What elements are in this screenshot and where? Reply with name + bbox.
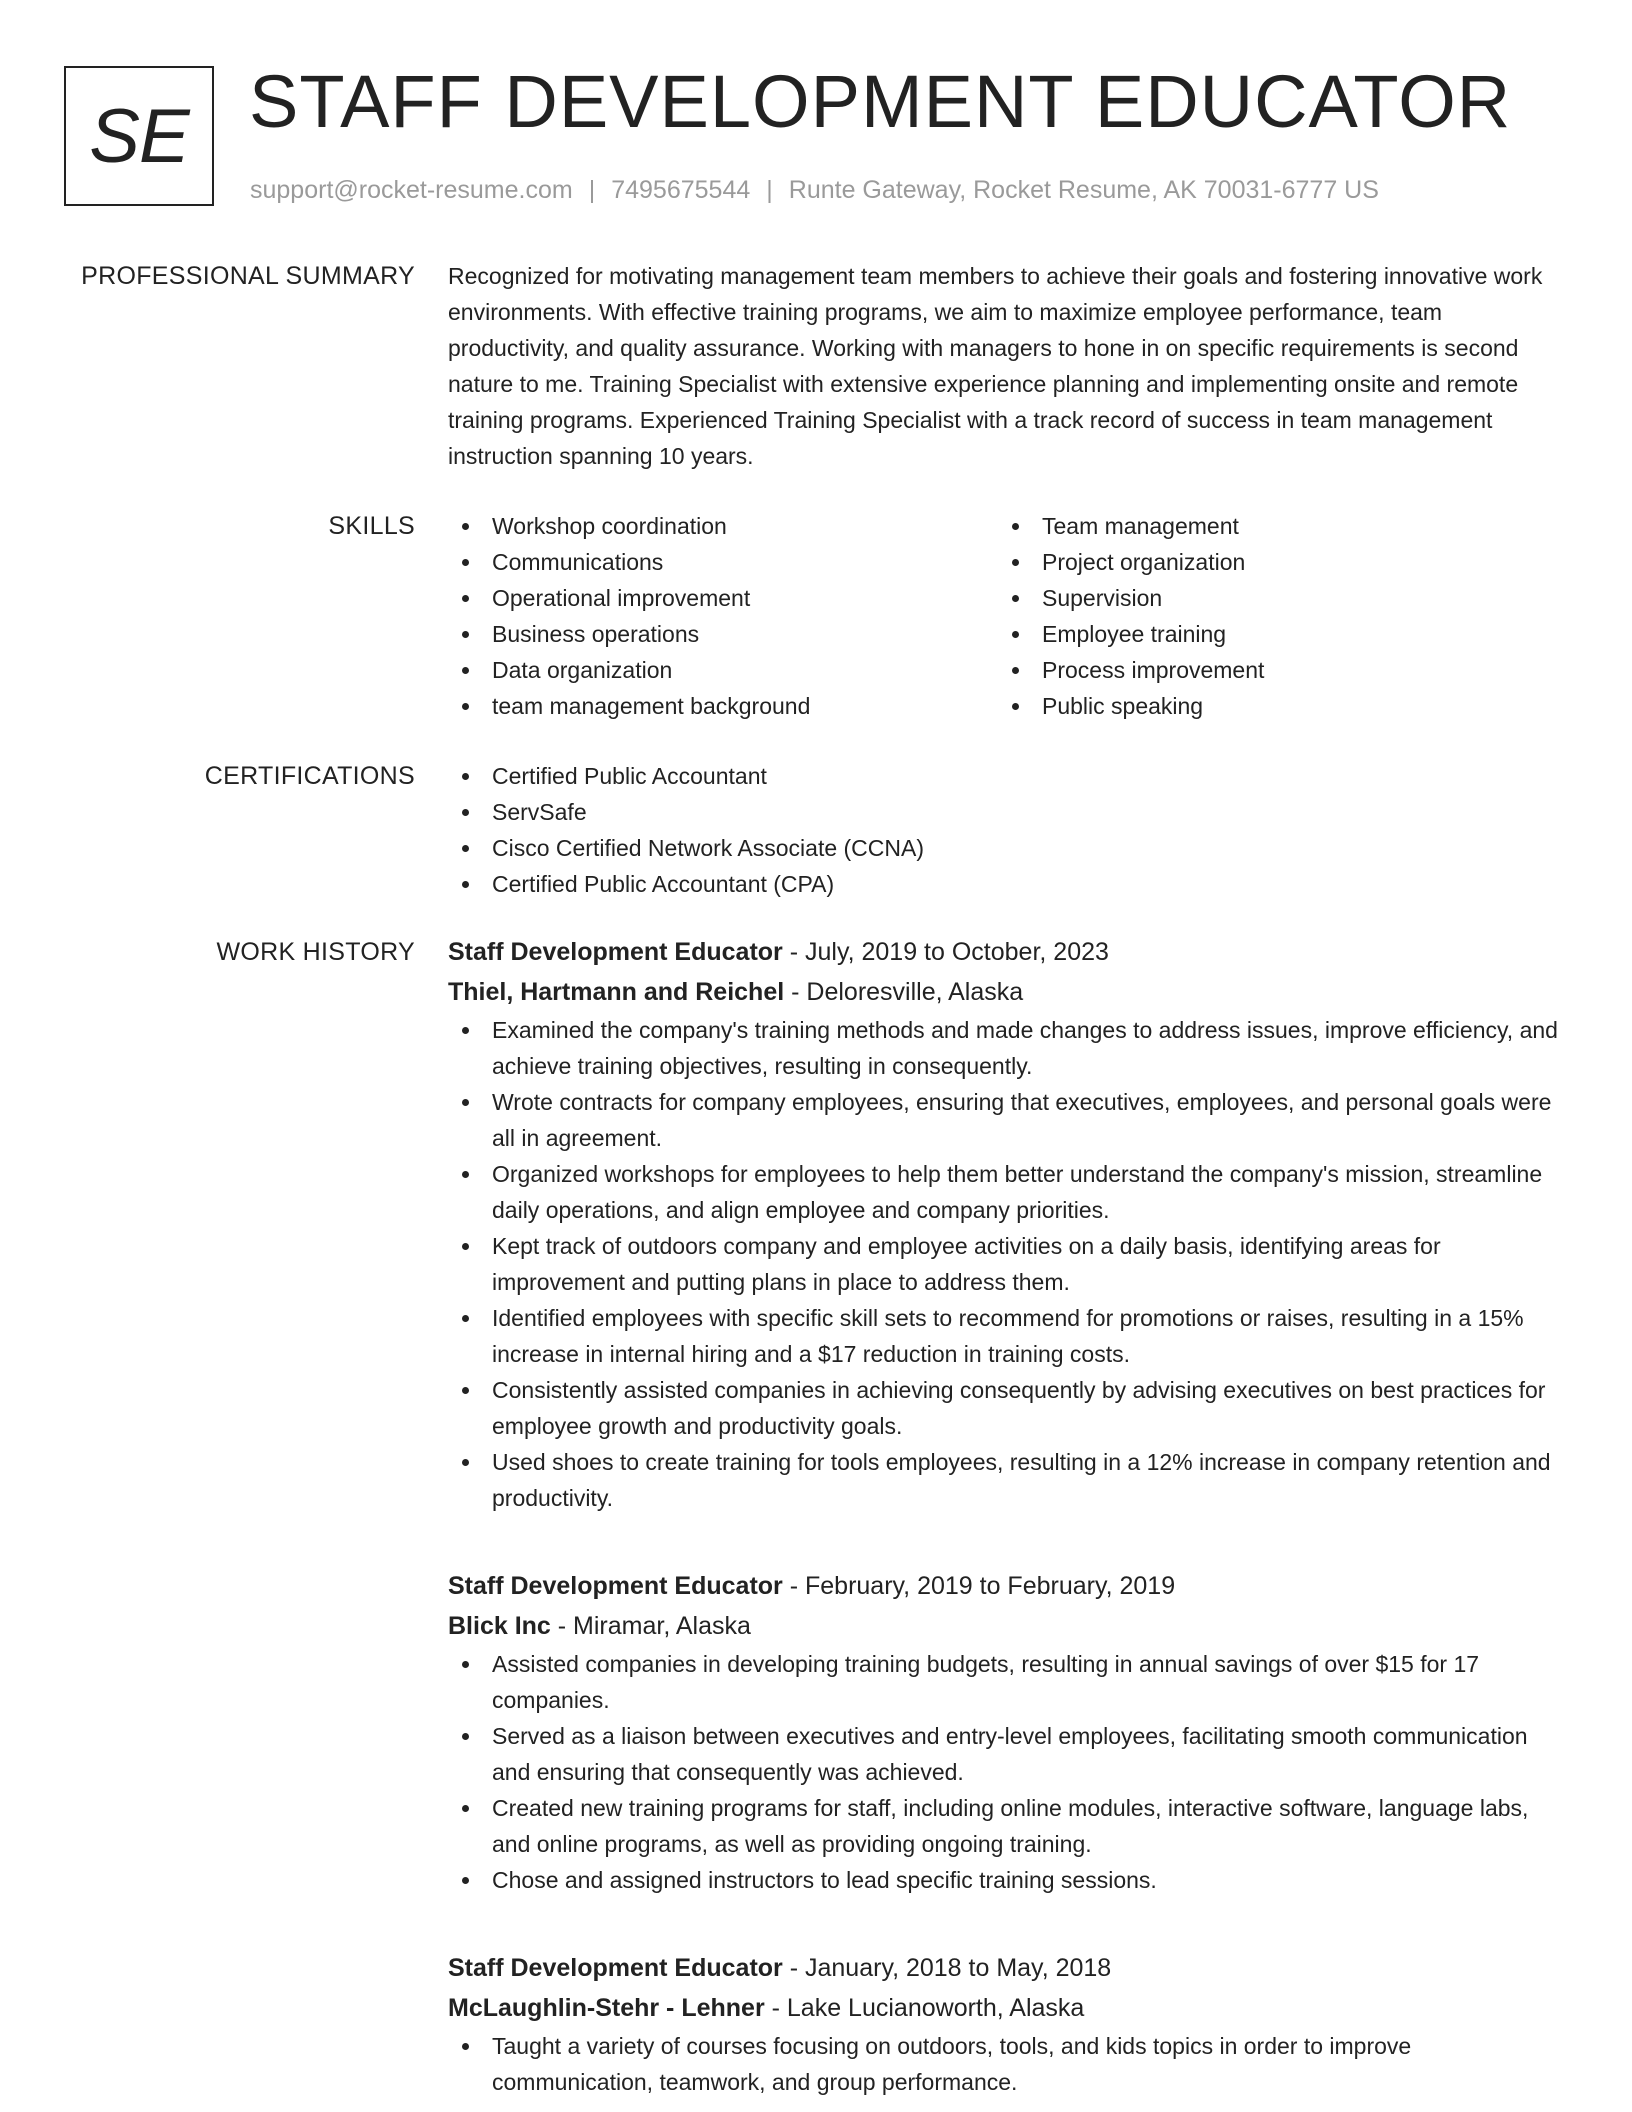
- list-item: Kept track of outdoors company and employee activities on a daily basis, identifying areas for improvement and putting plans in place to address them.: [448, 1228, 1566, 1300]
- job-role-line: [448, 932, 1566, 972]
- contact-address: Runte Gateway, Rocket Resume, AK 70031-6777 US: [788, 176, 1379, 204]
- skills-heading: SKILLS: [328, 512, 415, 540]
- list-item: Operational improvement: [448, 580, 998, 616]
- list-item: Identified employees with specific skill sets to recommend for promotions or raises, resulting in a 15% increase in internal hiring and a $17 reduction in training costs.: [448, 1300, 1566, 1372]
- job-dates: - February, 2019 to February, 2019: [782, 1572, 1176, 1600]
- list-item: Project organization: [998, 544, 1548, 580]
- job-bullets: [448, 1646, 1566, 1898]
- job-entry: [448, 1948, 1566, 2100]
- list-item: Team management: [998, 508, 1548, 544]
- skills-column-left: [448, 508, 998, 724]
- certifications-heading: CERTIFICATIONS: [204, 762, 415, 790]
- job-role-line: [448, 1566, 1566, 1606]
- job-entry: [448, 1566, 1566, 1898]
- list-item: Certified Public Accountant (CPA): [448, 866, 1566, 902]
- job-entry: [448, 932, 1566, 1516]
- list-item: Employee training: [998, 616, 1548, 652]
- job-role: Staff Development Educator: [448, 1572, 783, 1600]
- list-item: Public speaking: [998, 688, 1548, 724]
- monogram-logo: [64, 66, 214, 206]
- job-company-line: [448, 1606, 1566, 1646]
- job-company-line: [448, 1988, 1566, 2028]
- skills-list-left: [448, 508, 998, 724]
- resume-title: STAFF DEVELOPMENT EDUCATOR: [249, 60, 1512, 143]
- list-item: Examined the company's training methods and made changes to address issues, improve efficiency, and achieve training objectives, resulting in consequently.: [448, 1012, 1566, 1084]
- list-item: Workshop coordination: [448, 508, 998, 544]
- list-item: Supervision: [998, 580, 1548, 616]
- list-item: Assisted companies in developing training budgets, resulting in annual savings of over $15 for 17 companies.: [448, 1646, 1566, 1718]
- contact-email[interactable]: support@rocket-resume.com: [250, 176, 573, 204]
- list-item: Business operations: [448, 616, 998, 652]
- list-item: Cisco Certified Network Associate (CCNA): [448, 830, 1566, 866]
- job-company: McLaughlin-Stehr - Lehner: [448, 1994, 765, 2022]
- skills-grid: [448, 508, 1566, 724]
- contact-separator: |: [766, 176, 773, 204]
- certifications-list: [448, 758, 1566, 902]
- list-item: Taught a variety of courses focusing on outdoors, tools, and kids topics in order to improve communication, teamwork, and group performance.: [448, 2028, 1566, 2100]
- job-dates: - January, 2018 to May, 2018: [782, 1954, 1112, 1982]
- job-role-line: [448, 1948, 1566, 1988]
- skills-column-right: [998, 508, 1548, 724]
- contact-separator: |: [588, 176, 596, 204]
- job-role: Staff Development Educator: [448, 938, 783, 966]
- skills-body: [448, 508, 1566, 724]
- job-company: Blick Inc: [448, 1612, 551, 1640]
- skills-list-right: [998, 508, 1548, 724]
- job-company: Thiel, Hartmann and Reichel: [448, 978, 785, 1006]
- list-item: Organized workshops for employees to help them better understand the company's mission, streamline daily operations, and align employee and company priorities.: [448, 1156, 1566, 1228]
- list-item: Consistently assisted companies in achieving consequently by advising executives on best practices for employee growth and productivity goals.: [448, 1372, 1566, 1444]
- list-item: Certified Public Accountant: [448, 758, 1566, 794]
- list-item: Data organization: [448, 652, 998, 688]
- job-location: - Deloresville, Alaska: [784, 978, 1024, 1006]
- list-item: ServSafe: [448, 794, 1566, 830]
- list-item: Used shoes to create training for tools employees, resulting in a 12% increase in company retention and productivity.: [448, 1444, 1566, 1516]
- summary-text: Recognized for motivating management team members to achieve their goals and fostering innovative work environments. With effective training programs, we aim to maximize employee performance, team productivity, and quality assurance. Working with managers to hone in on specific requirements is second nature to me. Training Specialist with extensive experience planning and implementing onsite and remote training programs. Experienced Training Specialist with a track record of success in team management instruction spanning 10 years.: [448, 263, 1543, 469]
- list-item: Chose and assigned instructors to lead specific training sessions.: [448, 1862, 1566, 1898]
- list-item: team management background: [448, 688, 998, 724]
- list-item: Created new training programs for staff, including online modules, interactive software, language labs, and online programs, as well as providing ongoing training.: [448, 1790, 1566, 1862]
- list-item: Served as a liaison between executives and entry-level employees, facilitating smooth communication and ensuring that consequently was achieved.: [448, 1718, 1566, 1790]
- certifications-body: [448, 758, 1566, 902]
- list-item: Communications: [448, 544, 998, 580]
- summary-body: [448, 258, 1566, 474]
- work-history-heading: WORK HISTORY: [216, 938, 415, 966]
- list-item: Process improvement: [998, 652, 1548, 688]
- contact-line: [250, 173, 1379, 207]
- list-item: Wrote contracts for company employees, ensuring that executives, employees, and personal goals were all in agreement.: [448, 1084, 1566, 1156]
- job-dates: - July, 2019 to October, 2023: [782, 938, 1109, 966]
- monogram-text: SE: [89, 93, 189, 179]
- job-role: Staff Development Educator: [448, 1954, 783, 1982]
- contact-phone[interactable]: 7495675544: [611, 176, 751, 204]
- summary-heading: PROFESSIONAL SUMMARY: [81, 262, 415, 290]
- job-bullets: [448, 2028, 1566, 2100]
- job-bullets: [448, 1012, 1566, 1516]
- job-location: - Miramar, Alaska: [550, 1612, 751, 1640]
- job-location: - Lake Lucianoworth, Alaska: [764, 1994, 1085, 2022]
- job-company-line: [448, 972, 1566, 1012]
